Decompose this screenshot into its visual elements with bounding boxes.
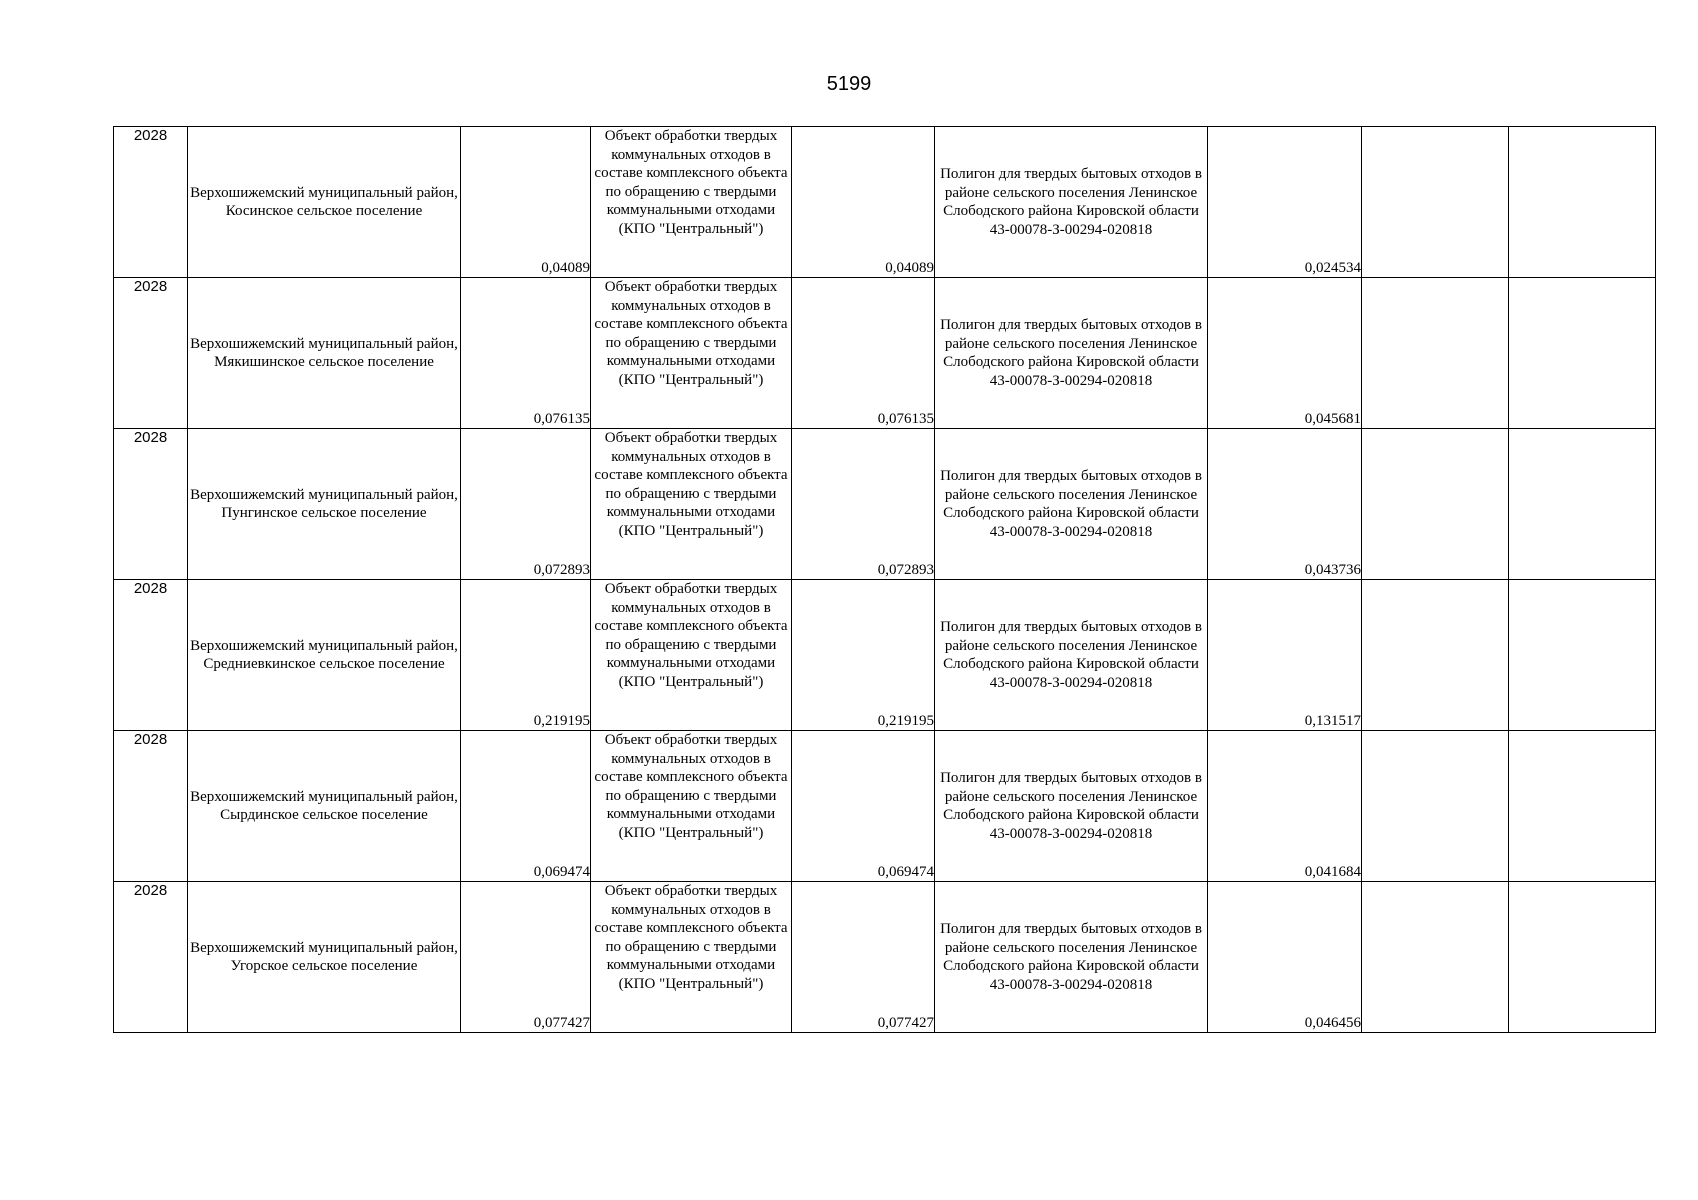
volume-disposed-cell: 0,131517 [1208, 580, 1362, 731]
volume-generated-cell: 0,077427 [461, 882, 591, 1033]
municipality-cell: Верхошижемский муниципальный район, Косинское сельское поселение [188, 127, 461, 278]
year-cell: 2028 [114, 127, 188, 278]
volume-generated-cell: 0,069474 [461, 731, 591, 882]
volume-processed-cell: 0,077427 [792, 882, 935, 1033]
table-row [114, 731, 1656, 882]
landfill-cell: Полигон для твердых бытовых отходов в районе сельского поселения Ленинское Слободского района Кировской области 43-00078-З-00294-020818 [935, 278, 1208, 429]
municipality-cell: Верхошижемский муниципальный район, Угорское сельское поселение [188, 882, 461, 1033]
table-row [114, 127, 1656, 278]
municipality-cell: Верхошижемский муниципальный район, Средниевкинское сельское поселение [188, 580, 461, 731]
page-number: 5199 [826, 73, 872, 95]
municipality-cell: Верхошижемский муниципальный район, Сырдинское сельское поселение [188, 731, 461, 882]
municipality-cell: Верхошижемский муниципальный район, Пунгинское сельское поселение [188, 429, 461, 580]
table-row [114, 278, 1656, 429]
year-cell: 2028 [114, 278, 188, 429]
waste-flow-table [113, 126, 1656, 1033]
volume-generated-cell: 0,219195 [461, 580, 591, 731]
empty-cell [1509, 127, 1656, 278]
volume-disposed-cell: 0,043736 [1208, 429, 1362, 580]
processing-facility-cell: Объект обработки твердых коммунальных отходов в составе комплексного объекта по обращению с твердыми коммунальными отходами (КПО "Центральный") [591, 731, 792, 882]
processing-facility-cell: Объект обработки твердых коммунальных отходов в составе комплексного объекта по обращению с твердыми коммунальными отходами (КПО "Центральный") [591, 429, 792, 580]
table-row [114, 580, 1656, 731]
volume-generated-cell: 0,072893 [461, 429, 591, 580]
volume-disposed-cell: 0,046456 [1208, 882, 1362, 1033]
volume-processed-cell: 0,076135 [792, 278, 935, 429]
year-cell: 2028 [114, 731, 188, 882]
empty-cell [1362, 127, 1509, 278]
landfill-cell: Полигон для твердых бытовых отходов в районе сельского поселения Ленинское Слободского района Кировской области 43-00078-З-00294-020818 [935, 731, 1208, 882]
empty-cell [1362, 278, 1509, 429]
landfill-cell: Полигон для твердых бытовых отходов в районе сельского поселения Ленинское Слободского района Кировской области 43-00078-З-00294-020818 [935, 429, 1208, 580]
volume-processed-cell: 0,072893 [792, 429, 935, 580]
empty-cell [1362, 731, 1509, 882]
volume-generated-cell: 0,076135 [461, 278, 591, 429]
volume-processed-cell: 0,069474 [792, 731, 935, 882]
volume-disposed-cell: 0,024534 [1208, 127, 1362, 278]
empty-cell [1362, 429, 1509, 580]
municipality-cell: Верхошижемский муниципальный район, Мякишинское сельское поселение [188, 278, 461, 429]
year-cell: 2028 [114, 429, 188, 580]
empty-cell [1362, 882, 1509, 1033]
volume-processed-cell: 0,04089 [792, 127, 935, 278]
year-cell: 2028 [114, 882, 188, 1033]
table-body [114, 127, 1656, 1033]
landfill-cell: Полигон для твердых бытовых отходов в районе сельского поселения Ленинское Слободского района Кировской области 43-00078-З-00294-020818 [935, 882, 1208, 1033]
empty-cell [1509, 731, 1656, 882]
processing-facility-cell: Объект обработки твердых коммунальных отходов в составе комплексного объекта по обращению с твердыми коммунальными отходами (КПО "Центральный") [591, 580, 792, 731]
empty-cell [1509, 429, 1656, 580]
empty-cell [1509, 882, 1656, 1033]
empty-cell [1509, 580, 1656, 731]
landfill-cell: Полигон для твердых бытовых отходов в районе сельского поселения Ленинское Слободского района Кировской области 43-00078-З-00294-020818 [935, 127, 1208, 278]
table-row [114, 429, 1656, 580]
landfill-cell: Полигон для твердых бытовых отходов в районе сельского поселения Ленинское Слободского района Кировской области 43-00078-З-00294-020818 [935, 580, 1208, 731]
volume-disposed-cell: 0,041684 [1208, 731, 1362, 882]
volume-processed-cell: 0,219195 [792, 580, 935, 731]
empty-cell [1362, 580, 1509, 731]
year-cell: 2028 [114, 580, 188, 731]
volume-generated-cell: 0,04089 [461, 127, 591, 278]
processing-facility-cell: Объект обработки твердых коммунальных отходов в составе комплексного объекта по обращению с твердыми коммунальными отходами (КПО "Центральный") [591, 278, 792, 429]
empty-cell [1509, 278, 1656, 429]
table-row [114, 882, 1656, 1033]
volume-disposed-cell: 0,045681 [1208, 278, 1362, 429]
processing-facility-cell: Объект обработки твердых коммунальных отходов в составе комплексного объекта по обращению с твердыми коммунальными отходами (КПО "Центральный") [591, 882, 792, 1033]
processing-facility-cell: Объект обработки твердых коммунальных отходов в составе комплексного объекта по обращению с твердыми коммунальными отходами (КПО "Центральный") [591, 127, 792, 278]
